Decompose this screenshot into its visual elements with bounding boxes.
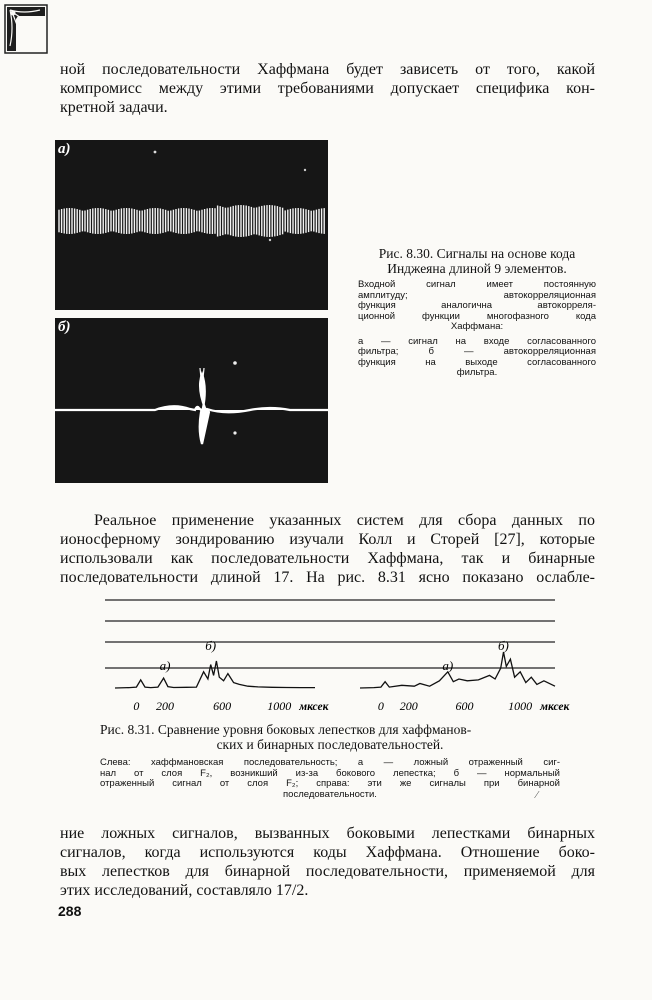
figure-831-chart — [100, 594, 570, 719]
tick-label: 200 — [399, 699, 418, 713]
text-line: ние ложных сигналов, вызванных боковыми лепестками бинарных — [60, 825, 595, 842]
annotation-label: а) — [442, 658, 454, 673]
axis-unit-label: мксек — [540, 701, 570, 713]
caption-line: фильтра; б — автокорреляционная — [358, 346, 596, 357]
caption-line: функция на выходе согласованного — [358, 356, 596, 368]
oscillogram-b — [55, 318, 328, 483]
text-line: кретной задачи. — [60, 99, 168, 116]
text-line: компромисс между этими требованиями допускает специфика кон- — [60, 80, 595, 97]
text-line: вых лепестков для бинарной последовательности, применяемой для — [60, 863, 595, 880]
text-line: последовательности длиной 17. На рис. 8.31 ясно показано ослабле- — [60, 569, 595, 586]
tick-label: 600 — [455, 699, 474, 713]
annotation-label: б) — [498, 638, 509, 653]
caption-line: Рис. 8.31. Сравнение уровня боковых лепестков для хаффманов- — [100, 722, 472, 737]
text-line: ионосферному зондированию изучали Колл и Сторей [27], которые — [60, 531, 595, 548]
text-line: ной последовательности Хаффмана будет зависеть от того, какой — [60, 61, 595, 78]
tick-label: 0 — [377, 699, 384, 713]
figure-831-caption-desc — [100, 758, 560, 800]
text-line: сигналов, когда используются коды Хаффмана. Отношение боко- — [60, 844, 595, 861]
text-line: Реальное применение указанных систем для сбора данных по — [94, 512, 595, 529]
tick-label: 1000 — [267, 699, 292, 713]
caption-line: функция аналогична автокорреля- — [358, 300, 596, 311]
caption-line: ционной функции многофазного кода — [358, 310, 596, 322]
caption-line: Хаффмана: — [450, 321, 504, 332]
panel-b-label: б) — [58, 319, 71, 335]
caption-line: Слева: хаффмановская последовательность; а — ложный отраженный сиг- — [100, 757, 560, 768]
figure-830-caption-desc — [358, 280, 596, 333]
annotation-label: а) — [159, 658, 171, 673]
oscillogram-b-trace — [55, 318, 328, 483]
axis-unit-label: мксек — [299, 701, 329, 713]
caption-line: фильтра. — [456, 367, 498, 378]
text-line: использовали как последовательности Хаффмана, так и бинарные — [60, 550, 595, 567]
caption-line: Входной сигнал имеет постоянную — [358, 279, 596, 290]
caption-line: а — сигнал на входе согласованного — [358, 335, 596, 347]
caption-line: амплитуду; автокорреляционная — [358, 289, 596, 301]
figure-830-caption-title: Рис. 8.30. Сигналы на основе кода Инджеяна длиной 9 элементов. — [378, 246, 576, 276]
print-speck: ⁄ — [536, 790, 538, 801]
caption-line: ских и бинарных последовательностей. — [216, 737, 444, 752]
text-line: этих исследований, составляло 17/2. — [60, 882, 309, 899]
paragraph-top — [60, 60, 595, 117]
figure-831-caption — [100, 722, 560, 800]
tick-label: 1000 — [508, 699, 533, 713]
series-line-right — [360, 652, 555, 688]
corner-ornament — [4, 4, 48, 54]
oscillogram-a-trace — [55, 140, 328, 310]
paragraph-bottom — [60, 824, 595, 900]
panel-a-label: а) — [58, 141, 71, 157]
caption-line: отраженный сигнал от слоя F₂; справа: эти же сигналы при бинарной — [100, 778, 560, 789]
oscillogram-a — [55, 140, 328, 310]
figure-830-caption-legend — [358, 337, 596, 379]
paragraph-mid — [60, 511, 595, 587]
page-number: 288 — [58, 903, 82, 919]
series-line-left — [115, 661, 315, 688]
tick-label: 0 — [133, 699, 140, 713]
figure-831-caption-title — [100, 722, 560, 752]
caption-line: последовательности. — [283, 788, 377, 800]
annotation-label: б) — [205, 638, 217, 653]
tick-label: 600 — [213, 699, 232, 713]
caption-line: нал от слоя F₂, возникший из-за бокового лепестка; б — нормальный — [100, 767, 560, 779]
figure-830-caption — [358, 246, 596, 379]
tick-label: 200 — [156, 699, 174, 713]
